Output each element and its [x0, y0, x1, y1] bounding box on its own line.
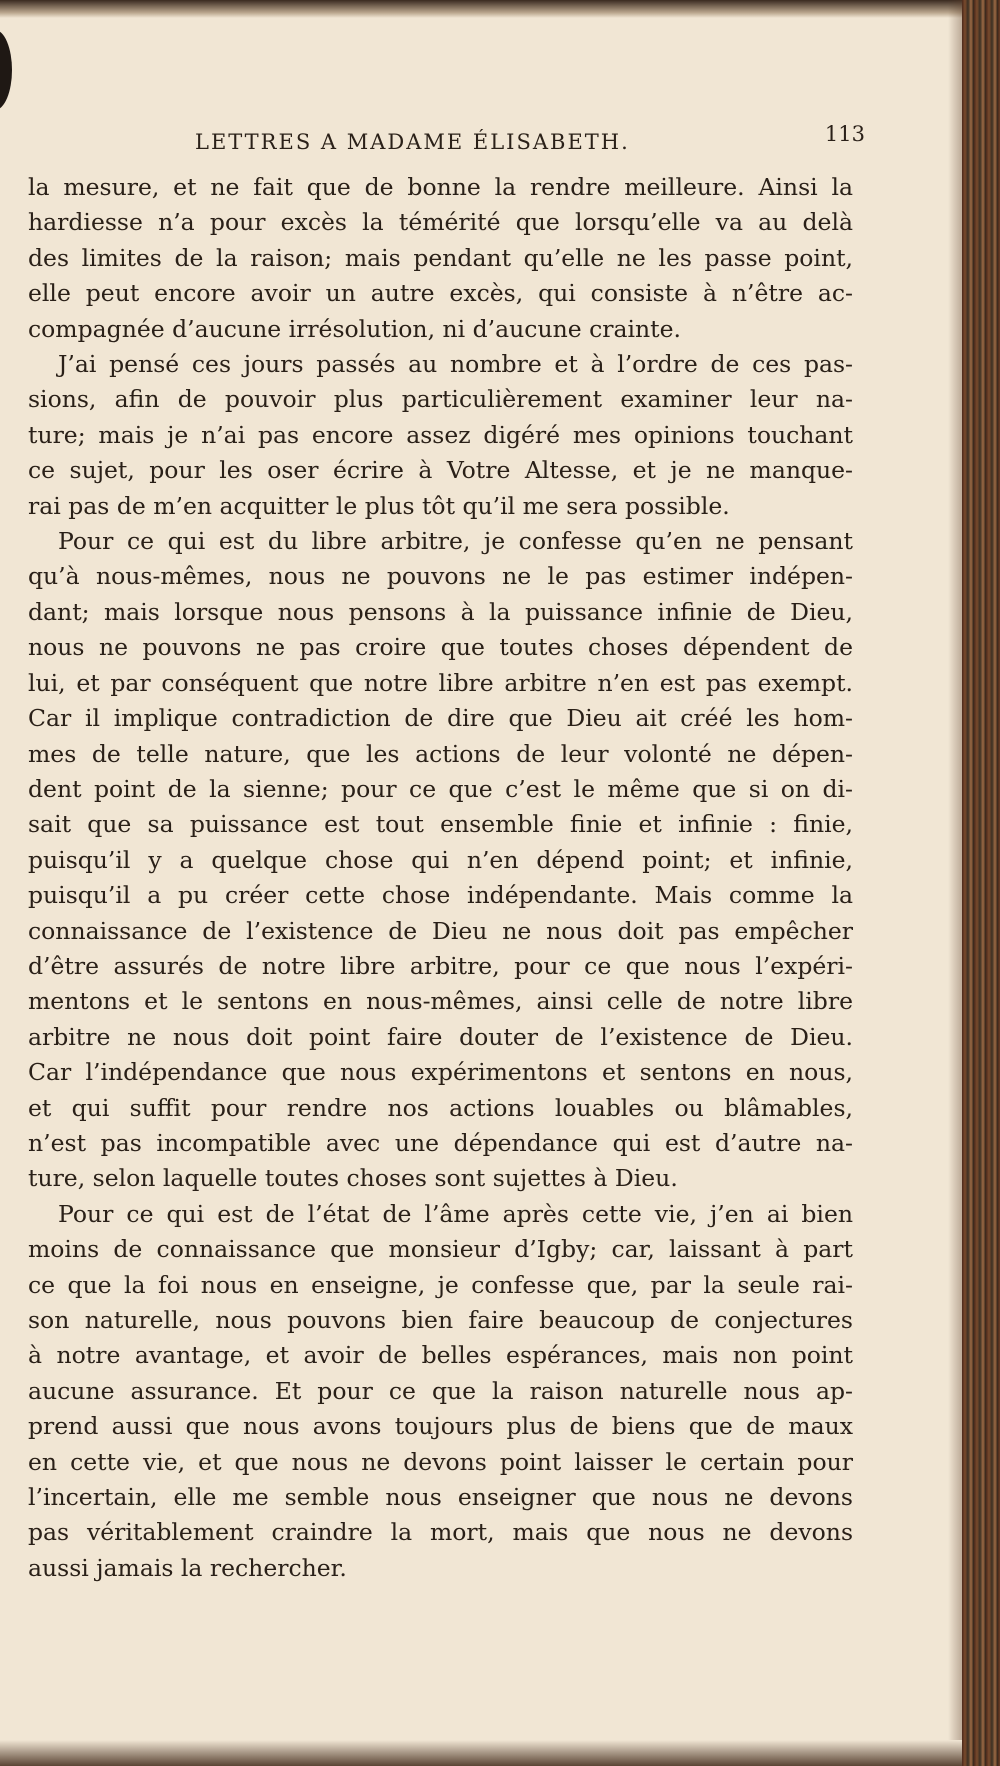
text-line: sait que sa puissance est tout ensemble finie et infinie : finie,	[28, 810, 853, 839]
text-line: aucune assurance. Et pour ce que la raison naturelle nous ap-	[28, 1376, 853, 1405]
text-line: mentons et le sentons en nous-mêmes, ainsi celle de notre libre	[28, 987, 853, 1016]
text-line: ture; mais je n’ai pas encore assez digéré mes opinions touchant	[28, 420, 853, 449]
page-gutter-shadow	[948, 0, 962, 1766]
text-line: prend aussi que nous avons toujours plus de biens que de maux	[28, 1412, 853, 1441]
text-line: connaissance de l’existence de Dieu ne nous doit pas empêcher	[28, 916, 853, 945]
paragraph	[28, 1197, 853, 1586]
page-top-edge	[0, 0, 962, 18]
text-line: puisqu’il a pu créer cette chose indépendante. Mais comme la	[28, 881, 853, 910]
text-line: à notre avantage, et avoir de belles espérances, mais non point	[28, 1341, 853, 1370]
text-line: aussi jamais la rechercher.	[28, 1553, 347, 1582]
text-line: ce sujet, pour les oser écrire à Votre Altesse, et je ne manque-	[28, 456, 853, 485]
text-line: ce que la foi nous en enseigne, je confesse que, par la seule rai-	[28, 1270, 853, 1299]
text-line: puisqu’il y a quelque chose qui n’en dépend point; et infinie,	[28, 845, 853, 874]
paragraph	[28, 170, 853, 347]
text-line: nous ne pouvons ne pas croire que toutes choses dépendent de	[28, 633, 853, 662]
text-line: rai pas de m’en acquitter le plus tôt qu’il me sera possible.	[28, 491, 730, 520]
text-line: mes de telle nature, que les actions de leur volonté ne dépen-	[28, 739, 853, 768]
text-line: qu’à nous-mêmes, nous ne pouvons ne le pas estimer indépen-	[28, 562, 853, 591]
text-line: dant; mais lorsque nous pensons à la puissance infinie de Dieu,	[28, 597, 853, 626]
text-line: d’être assurés de notre libre arbitre, pour ce que nous l’expéri-	[28, 951, 853, 980]
text-line: en cette vie, et que nous ne devons point laisser le certain pour	[28, 1447, 853, 1476]
text-line: Pour ce qui est de l’état de l’âme après cette vie, j’en ai bien	[58, 1199, 853, 1228]
text-line: son naturelle, nous pouvons bien faire beaucoup de conjectures	[28, 1306, 853, 1334]
text-line: arbitre ne nous doit point faire douter de l’existence de Dieu.	[28, 1022, 853, 1051]
body-text	[28, 170, 853, 1586]
text-line: la mesure, et ne fait que de bonne la rendre meilleure. Ainsi la	[28, 173, 853, 201]
text-line: elle peut encore avoir un autre excès, qui consiste à n’être ac-	[28, 279, 853, 308]
text-line: compagnée d’aucune irrésolution, ni d’aucune crainte.	[28, 314, 681, 343]
text-line: J’ai pensé ces jours passés au nombre et à l’ordre de ces pas-	[58, 350, 853, 379]
text-line: moins de connaissance que monsieur d’Igby; car, laissant à part	[28, 1235, 853, 1264]
text-line: Car il implique contradiction de dire que Dieu ait créé les hom-	[28, 704, 853, 733]
page-bottom-edge	[0, 1740, 962, 1766]
paragraph	[28, 524, 853, 1197]
text-line: l’incertain, elle me semble nous enseigner que nous ne devons	[28, 1483, 853, 1512]
paragraph	[28, 347, 853, 524]
text-line: et qui suffit pour rendre nos actions louables ou blâmables,	[28, 1093, 853, 1122]
text-line: dent point de la sienne; pour ce que c’est le même que si on di-	[28, 774, 853, 803]
page-header	[195, 122, 865, 162]
text-line: n’est pas incompatible avec une dépendance qui est d’autre na-	[28, 1128, 853, 1157]
text-line: ture, selon laquelle toutes choses sont sujettes à Dieu.	[28, 1164, 678, 1193]
running-title: LETTRES A MADAME ÉLISABETH.	[195, 130, 630, 154]
page-number: 113	[824, 122, 865, 146]
book-spine	[962, 0, 1000, 1766]
binding-notch	[0, 30, 12, 110]
text-line: Car l’indépendance que nous expérimentons et sentons en nous,	[28, 1058, 853, 1087]
text-line: lui, et par conséquent que notre libre arbitre n’en est pas exempt.	[28, 668, 853, 697]
text-line: sions, afin de pouvoir plus particulièrement examiner leur na-	[28, 385, 853, 414]
text-line: pas véritablement craindre la mort, mais que nous ne devons	[28, 1518, 853, 1547]
text-line: des limites de la raison; mais pendant qu’elle ne les passe point,	[28, 243, 853, 272]
text-line: hardiesse n’a pour excès la témérité que lorsqu’elle va au delà	[28, 208, 853, 237]
text-line: Pour ce qui est du libre arbitre, je confesse qu’en ne pensant	[58, 527, 853, 556]
